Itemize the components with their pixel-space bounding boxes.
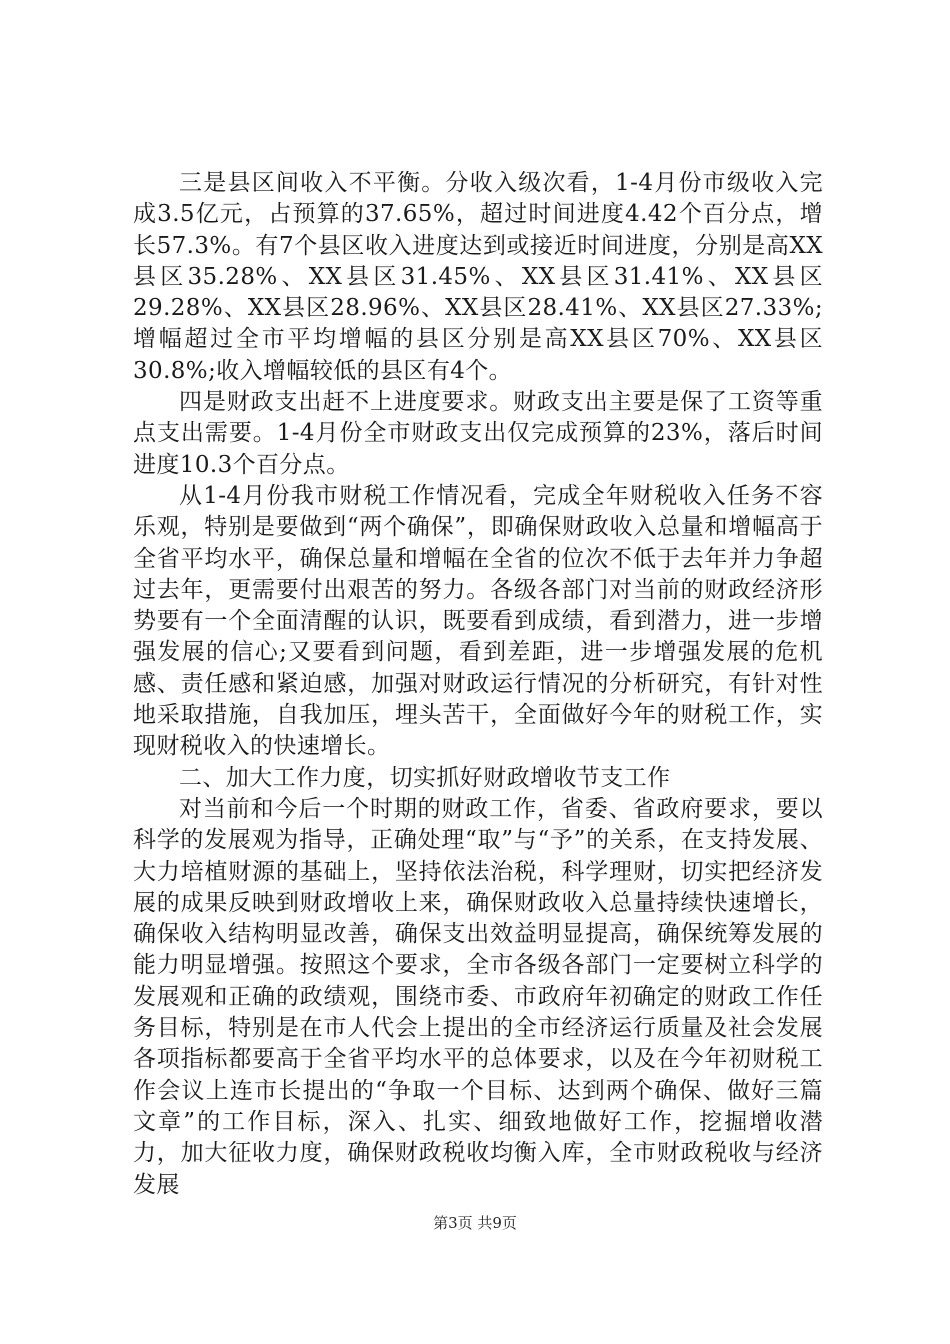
document-body [133,168,823,1201]
paragraph-fiscal-outlook: 从1-4月份我市财税工作情况看，完成全年财税收入任务不容乐观，特别是要做到“两个确保”，即确保财政收入总量和增幅高于全省平均水平，确保总量和增幅在全省的位次不低于去年并力争超过去年，更需要付出艰苦的努力。各级各部门对当前的财政经济形势要有一个全面清醒的认识，既要看到成绩，看到潜力，进一步增强发展的信心;又要看到问题，看到差距，进一步增强发展的危机感、责任感和紧迫感，加强对财政运行情况的分析研究，有针对性地采取措施，自我加压，埋头苦干，全面做好今年的财税工作，实现财税收入的快速增长。 [133,482,823,760]
paragraph-expenditure-progress: 四是财政支出赶不上进度要求。财政支出主要是保了工资等重点支出需要。1-4月份全市财政支出仅完成预算的23%，落后时间进度10.3个百分点。 [133,389,823,478]
paragraph-county-revenue-imbalance: 三是县区间收入不平衡。分收入级次看，1-4月份市级收入完成3.5亿元，占预算的37.65%，超过时间进度4.42个百分点，增长57.3%。有7个县区收入进度达到或接近时间进度，分别是高XX县区35.28%、XX县区31.45%、XX县区31.41%、XX县区29.28%、XX县区28.96%、XX县区28.41%、XX县区27.33%;增幅超过全市平均增幅的县区分别是高XX县区70%、XX县区30.8%;收入增幅较低的县区有4个。 [133,170,823,384]
paragraph-provincial-requirements: 对当前和今后一个时期的财政工作，省委、省政府要求，要以科学的发展观为指导，正确处理“取”与“予”的关系，在支持发展、大力培植财源的基础上，坚持依法治税，科学理财，切实把经济发展的成果反映到财政增收上来，确保财政收入总量持续快速增长，确保收入结构明显改善，确保支出效益明显提高，确保统筹发展的能力明显增强。按照这个要求，全市各级各部门一定要树立科学的发展观和正确的政绩观，围绕市委、市政府年初确定的财政工作任务目标，特别是在市人代会上提出的全市经济运行质量及社会发展各项指标都要高于全省平均水平的总体要求，以及在今年初财税工作会议上连市长提出的“争取一个目标、达到两个确保、做好三篇文章”的工作目标，深入、扎实、细致地做好工作，挖掘增收潜力，加大征收力度，确保财政税收均衡入库，全市财政税收与经济发展 [133,795,823,1198]
section-heading: 二、加大工作力度，切实抓好财政增收节支工作 [179,764,671,791]
page-footer: 第3页 共9页 [433,1214,517,1232]
